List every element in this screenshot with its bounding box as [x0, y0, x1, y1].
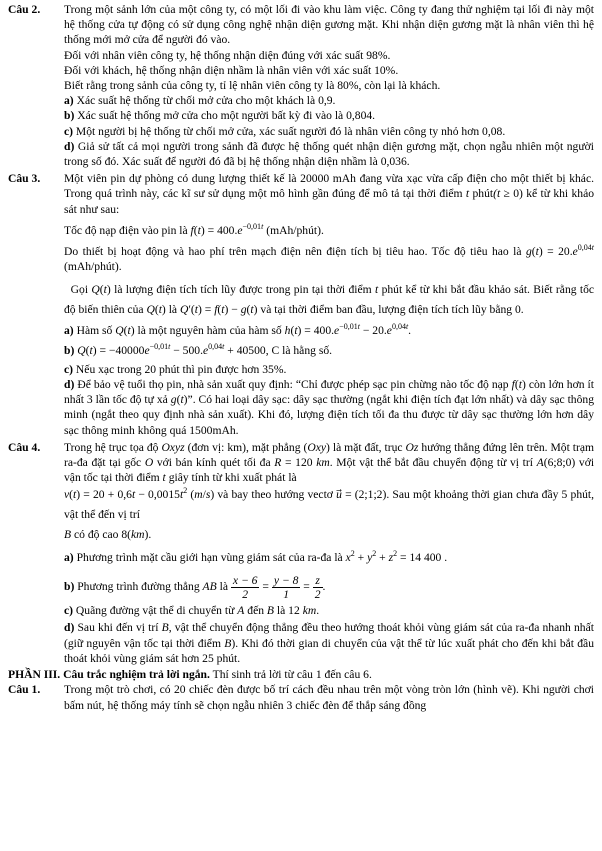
question-label: Câu 2.	[8, 3, 41, 16]
statement-b: b) $Q(t) = -40000e^{-0,01t} - 500.e^{0,04t} + 40500$, C là hằng số.	[64, 341, 333, 357]
statement-a: a) Phương trình mặt cầu giới hạn vùng giám sát của ra-đa là $x^2 + y^2 + z^2 = 14$ 400 .	[64, 549, 448, 565]
statement-c: c) Quãng đường vật thể di chuyển từ A đến B là 12 km.	[64, 604, 320, 618]
question-2	[0, 2, 602, 169]
statement-d: d) Sau khi đến vị trí B, vật thể chuyển động thẳng đều theo hướng thoát khỏi vùng giám sát của ra-đa nhanh nhất (giữ nguyên vận tốc tại thời điểm B). Khi đó thời gian di chuyển của vật thể từ lúc xuất phát cho đến khi bắt đầu thoát khỏi vùng giám sát hơn 25 phút.	[64, 621, 594, 665]
accumulated-charge: Gọi Q(t) là lượng điện tích tích lũy được trong pin tại thời điểm t phút kể từ khi bắt đầu khảo sát. Biết rằng tốc độ biến thiên của Q(t) là Q′(t) = f(t) − g(t) và tại thời điểm ban đầu, lượng điện tích tích lũy bằng 0.	[64, 283, 595, 317]
statement-b: b) Phương trình đường thẳng AB là $\frac{x - 6}{2}$ = $\frac{y - 8}{1}$ = $\frac{z}{2}$ .	[64, 574, 326, 602]
question-label: Câu 3.	[8, 172, 41, 186]
question-text: Trong một sảnh lớn của một công ty, có một lối đi vào khu làm việc. Công ty đang thử nghiệm tại lối đi này một hệ thống cửa tự động có sử dụng công nghệ nhận diện gương mặt. Khi nhận diện gương mặt là nhân viên thì hệ thống mới mở cửa để người đó vào.	[64, 3, 594, 47]
question-1	[0, 682, 602, 712]
velocity-line: $v(t) = 20 + 0,6t - 0,0015t^2$ (m/s) và bay theo hướng vectơ u⃗ = (2;1;2). Sau một khoảng thời gian chưa đầy 5 phút, vật thể đến vị trí	[64, 486, 595, 522]
statement-d: d) Giả sử tất cả mọi người trong sảnh đã được hệ thống quét nhận diện gương mặt, chọn ngẫu nhiên một người trong số đó. Xác suất để người đó đã bị hệ thống nhận diện nhầm là 0,036.	[64, 139, 594, 169]
question-4	[0, 440, 602, 666]
statement-c: c) Nếu xạc trong 20 phút thì pin được hơn 35%.	[64, 362, 287, 376]
discharge-rate: Do thiết bị hoạt động và hao phí trên mạch điện nên điện tích bị tiêu hao. Tốc độ tiêu hao là $g(t) = 20.e^{0,04t}$ (mAh/phút).	[64, 243, 594, 274]
question-3	[0, 171, 602, 438]
statement-a: a) Hàm số Q(t) là một nguyên hàm của hàm số $h(t) = 400.e^{-0,01t} - 20.e^{0,04t}$.	[64, 322, 412, 338]
section-heading: PHẦN III. Câu trắc nghiệm trả lời ngắn. Thí sinh trả lời từ câu 1 đến câu 6.	[8, 668, 372, 682]
statement-c: c) Một người bị hệ thống từ chối mở cửa, xác suất người đó là nhân viên công ty nhỏ hơn 0,08.	[64, 124, 506, 138]
charge-rate: Tốc độ nạp điện vào pin là $f(t) = 400.e^{-0,01t}$ (mAh/phút).	[64, 221, 324, 237]
question-text: B có độ cao 8(km).	[64, 528, 152, 542]
question-text: Một viên pin dự phòng có dung lượng thiết kế là 20000 mAh đang vừa xạc vừa cấp điện cho một thiết bị khác. Trong quá trình này, các kĩ sư sử dụng một mô hình gần đúng để mô tả tại thời điểm t phút(t ≥ 0) kể từ khi khảo sát như sau:	[64, 172, 595, 216]
statement-b: b) Xác suất hệ thống mở cửa cho một người bất kỳ đi vào là 0,804.	[64, 109, 376, 123]
question-text: Đối với nhân viên công ty, hệ thống nhận diện đúng với xác suất 98%.	[64, 48, 391, 62]
question-text: Trong một trò chơi, có 20 chiếc đèn được bố trí cách đều nhau trên một vòng tròn lớn (hình vẽ). Khi người chơi bấm nút, hệ thống máy tính sẽ chọn ngẫu nhiên 3 chiếc đèn để thắp sáng đồng	[64, 683, 594, 712]
question-label: Câu 1.	[8, 683, 41, 697]
statement-a: a) Xác suất hệ thống từ chối mở cửa cho một khách là 0,9.	[64, 94, 336, 108]
question-text: Đối với khách, hệ thống nhận diện nhầm là nhân viên với xác suất 10%.	[64, 63, 399, 77]
question-text: Biết rằng trong sảnh của công ty, tỉ lệ nhân viên công ty là 80%, còn lại là khách.	[64, 79, 441, 93]
statement-d: d) Để bảo vệ tuổi thọ pin, nhà sản xuất quy định: “Chỉ được phép sạc pin chừng nào tốc độ nạp f(t) còn lớn hơn ít nhất 3 lần tốc độ tự xả g(t)”. Có hai loại dây sạc: dây sạc thường (ngắt khi điện tích đạt lớn nhất) và dây sạc thông minh (ngắt theo quy định nhà sản xuất). Khi đó, lượng điện tích tối đa thu được từ dây sạc thường lớn hơn dây sạc thông minh không quá 1500mAh.	[64, 378, 594, 437]
question-text: Trong hệ trục tọa độ Oxyz (đơn vị: km), mặt phẳng (Oxy) là mặt đất, trục Oz hướng thẳng đứng lên trên. Một trạm ra-đa đặt tại gốc O với bán kính quét tối đa R = 120 km. Một vật thể bắt đầu chuyển động từ vị trí A(6;8;0) với vận tốc tại thời điểm t giây tính từ khi xuất phát là	[64, 440, 595, 485]
question-label: Câu 4.	[8, 440, 41, 454]
